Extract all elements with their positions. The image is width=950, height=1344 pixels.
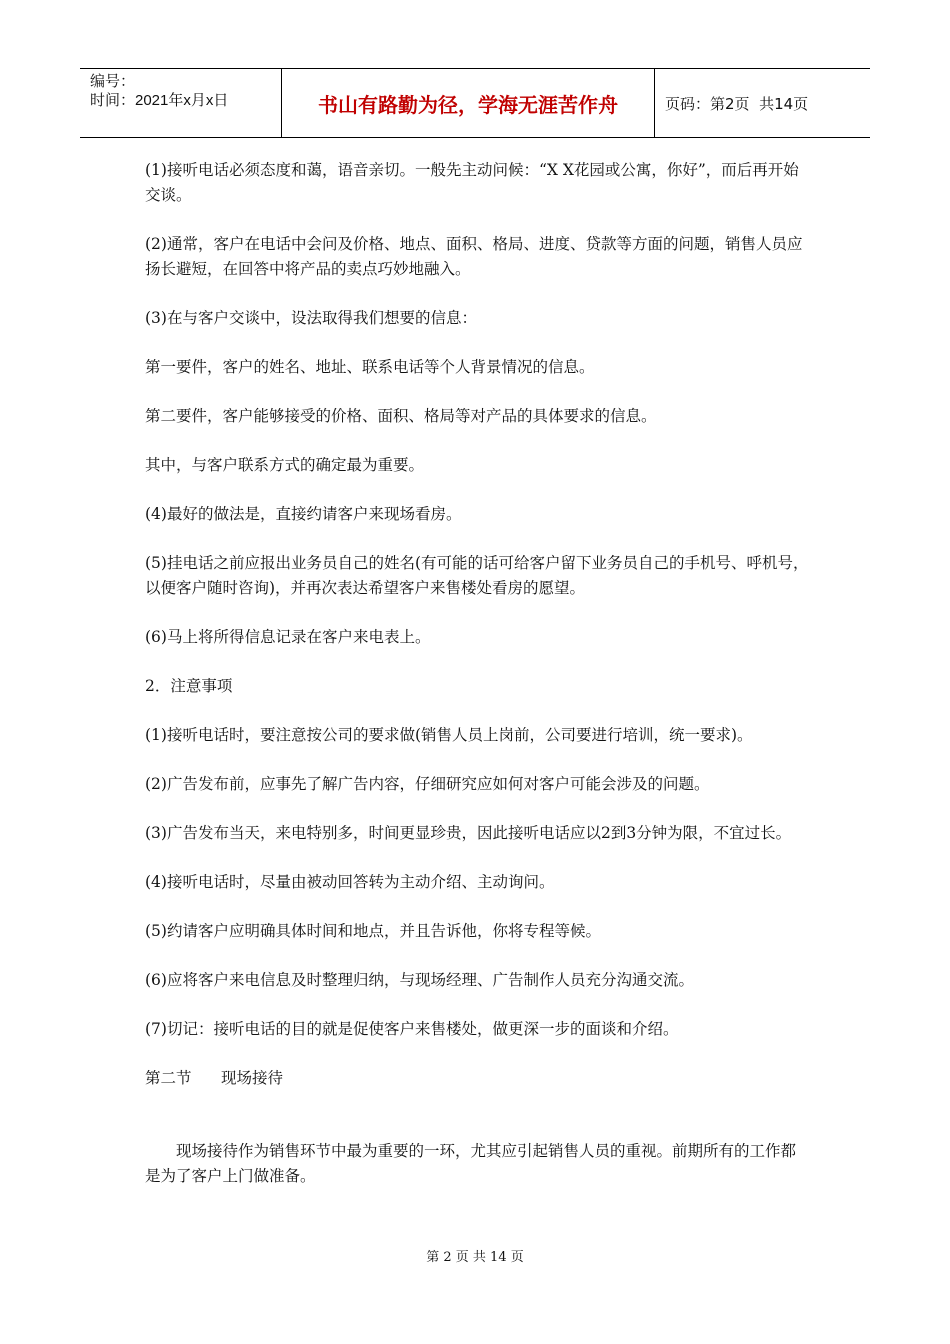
paragraph: 现场接待作为销售环节中最为重要的一环，尤其应引起销售人员的重视。前期所有的工作都是为了客户上门做准备。	[145, 1142, 797, 1185]
document-number-label: 编号：	[90, 73, 136, 90]
header-info-cell	[80, 69, 282, 137]
paragraph: (5)约请客户应明确具体时间和地点，并且告诉他，你将专程等候。	[145, 922, 601, 940]
paragraph: (7)切记：接听电话的目的就是促使客户来售楼处，做更深一步的面谈和介绍。	[145, 1020, 679, 1038]
paragraph: (1)接听电话时，要注意按公司的要求做(销售人员上岗前，公司要进行培训，统一要求)。	[145, 726, 753, 744]
document-date-label: 时间：2021年x月x日	[90, 92, 229, 109]
chapter-heading: 第二节 现场接待	[145, 1069, 284, 1087]
paragraph: (2)广告发布前，应事先了解广告内容，仔细研究应如何对客户可能会涉及的问题。	[145, 775, 710, 793]
header-motto: 书山有路勤为径，学海无涯苦作舟	[282, 69, 655, 137]
paragraph: (6)应将客户来电信息及时整理归纳，与现场经理、广告制作人员充分沟通交流。	[145, 971, 694, 989]
section-heading: 2．注意事项	[145, 677, 233, 695]
paragraph: (2)通常，客户在电话中会问及价格、地点、面积、格局、进度、贷款等方面的问题，销售人员应扬长避短，在回答中将产品的卖点巧妙地融入。	[145, 235, 803, 278]
paragraph: (3)广告发布当天，来电特别多，时间更显珍贵，因此接听电话应以2到3分钟为限，不宜过长。	[145, 824, 792, 842]
document-body	[145, 158, 810, 1213]
page-header	[80, 68, 870, 138]
page-footer: 第 2 页 共 14 页	[426, 1250, 524, 1265]
paragraph: (5)挂电话之前应报出业务员自己的姓名(有可能的话可给客户留下业务员自己的手机号、呼机号，以便客户随时咨询)，并再次表达希望客户来售楼处看房的愿望。	[145, 554, 809, 597]
paragraph: (3)在与客户交谈中，设法取得我们想要的信息：	[145, 309, 477, 327]
paragraph: (4)接听电话时，尽量由被动回答转为主动介绍、主动询问。	[145, 873, 555, 891]
paragraph: 第二要件，客户能够接受的价格、面积、格局等对产品的具体要求的信息。	[145, 407, 657, 425]
paragraph: 其中，与客户联系方式的确定最为重要。	[145, 456, 425, 474]
header-page-number: 页码：第2页 共14页	[665, 94, 809, 113]
paragraph: (6)马上将所得信息记录在客户来电表上。	[145, 628, 431, 646]
paragraph: (1)接听电话必须态度和蔼，语音亲切。一般先主动问候：“X X花园或公寓，你好”，而后再开始交谈。	[145, 161, 799, 204]
paragraph: 第一要件，客户的姓名、地址、联系电话等个人背景情况的信息。	[145, 358, 595, 376]
paragraph: (4)最好的做法是，直接约请客户来现场看房。	[145, 505, 462, 523]
